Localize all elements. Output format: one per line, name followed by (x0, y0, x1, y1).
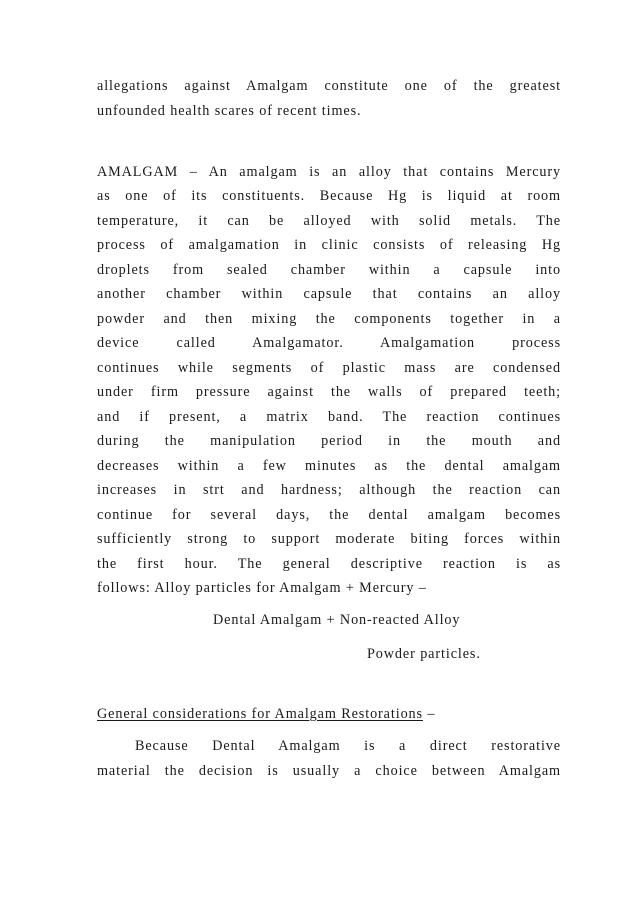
paragraph-1-line: unfounded health scares of recent times. (97, 103, 362, 119)
paragraph-2-line: sufficiently strong to support moderate biting forces within (97, 531, 561, 547)
equation-line-1: Dental Amalgam + Non-reacted Alloy (213, 612, 461, 628)
section-paragraph-line: Because Dental Amalgam is a direct restorative (135, 738, 561, 754)
section-paragraph-line: material the decision is usually a choice between Amalgam (97, 763, 561, 779)
paragraph-2-line: continues while segments of plastic mass are condensed (97, 360, 561, 376)
paragraph-1-line: allegations against Amalgam constitute one of the greatest (97, 78, 561, 94)
paragraph-2-line: the first hour. The general descriptive reaction is as (97, 556, 561, 572)
paragraph-2-line: AMALGAM – An amalgam is an alloy that contains Mercury (97, 164, 561, 180)
paragraph-2-line: under firm pressure against the walls of prepared teeth; (97, 384, 561, 400)
section-heading (97, 705, 561, 723)
paragraph-2-line: increases in strt and hardness; although the reaction can (97, 482, 561, 498)
paragraph-2-line: process of amalgamation in clinic consists of releasing Hg (97, 237, 561, 253)
section-heading-dash: – (422, 706, 436, 722)
paragraph-2-line: another chamber within capsule that contains an alloy (97, 286, 561, 302)
paragraph-2-line: temperature, it can be alloyed with solid metals. The (97, 213, 561, 229)
paragraph-2-line: during the manipulation period in the mouth and (97, 433, 561, 449)
paragraph-2-line: continue for several days, the dental amalgam becomes (97, 507, 561, 523)
paragraph-2-line: and if present, a matrix band. The reaction continues (97, 409, 561, 425)
paragraph-2-line: droplets from sealed chamber within a capsule into (97, 262, 561, 278)
paragraph-2-line: device called Amalgamator. Amalgamation process (97, 335, 561, 351)
paragraph-2-line: decreases within a few minutes as the dental amalgam (97, 458, 561, 474)
section-heading-text: General considerations for Amalgam Restorations (97, 706, 423, 722)
paragraph-2-line: powder and then mixing the components together in a (97, 311, 561, 327)
paragraph-2-line: as one of its constituents. Because Hg is liquid at room (97, 188, 561, 204)
paragraph-2-line: follows: Alloy particles for Amalgam + Mercury – (97, 580, 427, 596)
equation-line-2: Powder particles. (367, 646, 481, 662)
